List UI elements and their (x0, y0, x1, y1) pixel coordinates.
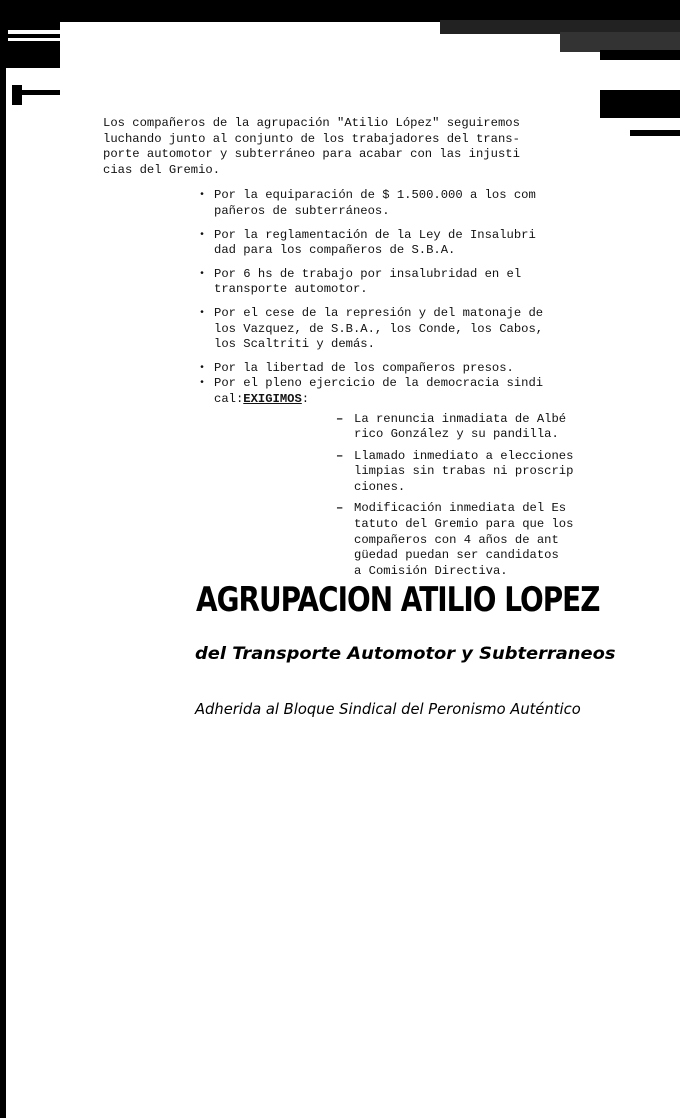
bullet-item: • Por 6 hs de trabajo por insalubridad en el transporte automotor. (199, 267, 603, 298)
scan-edge-right (600, 90, 680, 150)
signature-subtitle: del Transporte Automotor y Subterraneos (195, 644, 616, 664)
exigimos-heading: EXIGIMOS (243, 391, 302, 406)
exigimos-colon: : (301, 391, 310, 406)
leaflet-text (103, 116, 603, 585)
demand-item: – La renuncia inmadiata de Albé rico González y su pandilla. (336, 412, 603, 443)
bullet-item: • Por la libertad de los compañeros presos. (199, 361, 603, 377)
scan-edge-top (0, 0, 680, 60)
bullet-item: • Por la equiparación de $ 1.500.000 a los com pañeros de subterráneos. (199, 188, 603, 219)
demand-item: – Llamado inmediato a elecciones limpias sin trabas ni proscrip ciones. (336, 449, 603, 496)
intro-paragraph: Los compañeros de la agrupación "Atilio López" seguiremos luchando junto al conjunto de los trabajadores del trans- porte automotor y subterráneo para acabar con las injusti cias del Gremio. (103, 116, 520, 177)
bullet-list (103, 188, 603, 407)
demand-item: – Modificación inmediata del Es tatuto del Gremio para que los compañeros con 4 años de ant güedad puedan ser candidatos a Comisión Directiva. (336, 501, 603, 579)
demands-list (103, 412, 603, 580)
signature-title: AGRUPACION ATILIO LOPEZ (196, 580, 600, 620)
bullet-text: Por el pleno ejercicio de la democracia sindi cal: (214, 376, 544, 406)
scan-edge-left (0, 50, 60, 1118)
bullet-item: • Por la reglamentación de la Ley de Insalubri dad para los compañeros de S.B.A. (199, 228, 603, 259)
signature-affiliation: Adherida al Bloque Sindical del Peronismo Auténtico (195, 700, 581, 718)
bullet-item: • Por el cese de la represión y del matonaje de los Vazquez, de S.B.A., los Conde, los Cabos, los Scaltriti y demás. (199, 306, 603, 353)
bullet-item-last (199, 376, 603, 407)
